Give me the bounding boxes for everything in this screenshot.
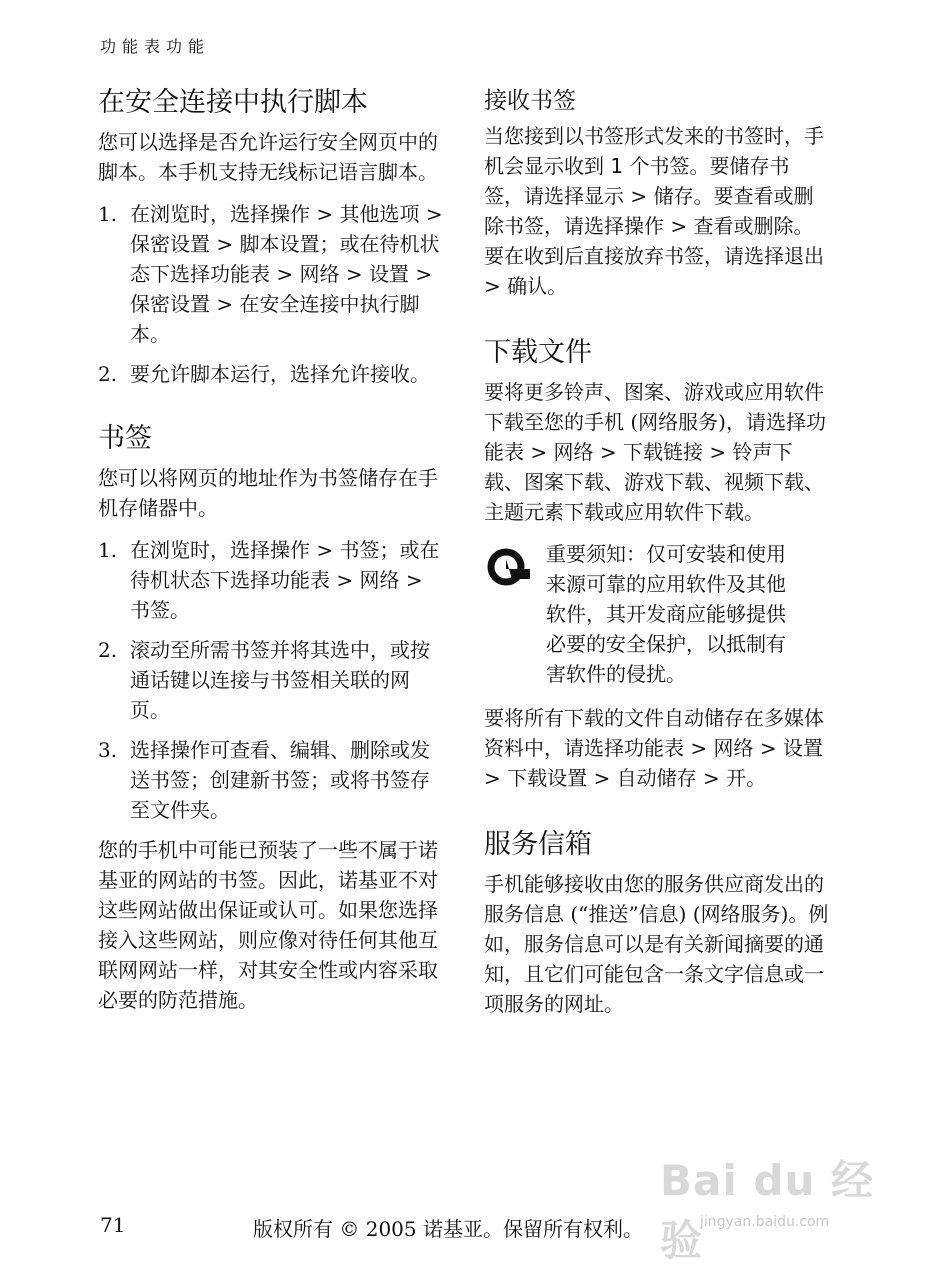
text-run: > — [210, 292, 240, 316]
text-run: > — [684, 736, 714, 760]
text-run: 。要查看或删除书签，请选择 — [484, 184, 814, 238]
menu-path-term: 确认 — [507, 274, 548, 298]
text-run: 。 — [410, 362, 430, 386]
menu-path-term: 铃声下载 — [484, 440, 793, 494]
text-run: 滚动至所需书签并将其选中，或按通话键以连接与书签相关联的网页。 — [130, 638, 430, 722]
text-run: 。 — [170, 598, 190, 622]
menu-path-term: 网络 — [553, 440, 594, 464]
text-run: > — [524, 440, 554, 464]
text-run: > — [664, 214, 694, 238]
menu-path-term: 允许接收 — [330, 362, 410, 386]
menu-path-term: 图案下载 — [524, 470, 604, 494]
section-para-downloads — [484, 377, 829, 527]
list-item — [98, 199, 443, 349]
text-run: > — [399, 568, 423, 592]
text-run: 。要在收到后直接放弃书签，请选择 — [484, 214, 814, 268]
section-title-downloads: 下载文件 — [484, 337, 592, 368]
text-run: 、 — [704, 470, 724, 494]
menu-path-term: 功能表 — [624, 736, 684, 760]
list-item-number: 1. — [98, 202, 118, 226]
menu-path-term: 网络 — [299, 262, 340, 286]
text-run: > — [484, 274, 508, 298]
text-run: 选择 — [130, 738, 170, 762]
text-run: > — [270, 262, 300, 286]
text-run: > — [484, 766, 508, 790]
menu-path-term: 保密设置 — [130, 292, 210, 316]
important-note — [484, 539, 829, 689]
text-run: 要将所有下载的文件自动储存在 — [484, 706, 764, 730]
section-para-service-inbox: 手机能够接收由您的服务供应商发出的服务信息 (“推送”信息) (网络服务)。例如，服务信息可以是有关新闻摘要的通知，且它们可能包含一条文字信息或一项服务的网址。 — [484, 872, 829, 1016]
text-run: > — [753, 736, 783, 760]
text-run: 。 — [746, 766, 767, 790]
text-run: > — [593, 440, 623, 464]
text-run: 中，请选择 — [524, 736, 624, 760]
text-run: 、 — [804, 470, 824, 494]
text-run: > — [408, 262, 433, 286]
text-run: 、 — [504, 470, 524, 494]
menu-path-term: 操作 — [170, 738, 210, 762]
menu-path-term: 收到 1 个书签 — [564, 154, 690, 178]
menu-path-term: 下载设置 — [507, 766, 588, 790]
menu-path-term: 开 — [726, 766, 747, 790]
watermark-logo: Bai du 经验 — [660, 1156, 874, 1265]
menu-path-term: 功能表 — [484, 410, 826, 464]
menu-path-term: 显示 — [584, 184, 624, 208]
text-run: 。 — [744, 500, 764, 524]
list-bookmark-steps — [98, 535, 443, 825]
copyright-notice: 版权所有 © 2005 诺基亚。保留所有权利。 — [253, 1217, 643, 1241]
text-run: > — [210, 232, 240, 256]
text-run: 或 — [604, 500, 624, 524]
menu-path-term: 保密设置 — [130, 232, 210, 256]
text-run: 可查看、编辑、删除或发送书签；创建新书签；或将书签存至文件夹。 — [130, 738, 430, 822]
menu-path-term: 操作 — [624, 214, 664, 238]
menu-path-term: 下载链接 — [622, 440, 703, 464]
text-run: 仅可安装和使用来源可靠的应用软件及其他软件，其开发商应能够提供必要的安全保护，以抵制有害软件的侵扰。 — [546, 542, 786, 686]
text-run: 要将更多铃声、图案、游戏或应用软件下载至您的手机 (网络服务)，请选择 — [484, 380, 824, 434]
menu-path-term: 其他选项 — [339, 202, 420, 226]
text-run: > — [696, 766, 727, 790]
list-script-steps — [98, 199, 443, 389]
list-item-number: 2. — [98, 362, 118, 386]
text-run: 在浏览时，选择 — [130, 538, 270, 562]
list-item — [98, 535, 443, 625]
text-run: 、 — [604, 470, 624, 494]
menu-path-term: 网络 — [713, 736, 754, 760]
list-item-number: 2. — [98, 638, 118, 662]
section-para-bookmarks-note: 您的手机中可能已预装了一些不属于诺基亚的网站的书签。因此，诺基亚不对这些网站做出保证或认可。如果您选择接入这些网站，则应像对待任何其他互联网网站一样，对其安全性或内容采取必要的防范措施。 — [98, 838, 438, 1012]
menu-path-term: 书签 — [339, 538, 380, 562]
text-run: > — [339, 262, 369, 286]
text-run: ；或在待机状态下选择 — [130, 232, 440, 286]
important-note-icon — [484, 539, 546, 689]
menu-path-term: 网络 — [359, 568, 400, 592]
text-run: 当您接到以书签形式发来的书签时，手机会显示 — [484, 124, 824, 178]
page-number: 71 — [100, 1213, 126, 1237]
text-run: > — [587, 766, 617, 790]
section-title-receive-bookmarks: 接收书签 — [484, 88, 576, 114]
menu-path-term: 视频下载 — [724, 470, 804, 494]
text-run: > — [330, 568, 360, 592]
section-title-service-inbox: 服务信箱 — [484, 829, 592, 860]
section-para-script: 您可以选择是否允许运行安全网页中的脚本。本手机支持无线标记语言脚本。 — [98, 130, 438, 184]
list-item-number: 3. — [98, 738, 118, 762]
right-column — [484, 85, 829, 1031]
important-note-text — [546, 539, 796, 689]
watermark-url: jingyan.baidu.com — [700, 1214, 830, 1230]
menu-path-term: 主题元素下载 — [484, 500, 604, 524]
menu-path-term: 设置 — [368, 262, 409, 286]
text-run: ；或在待机状态下选择 — [130, 538, 440, 592]
menu-path-term: 应用软件下载 — [624, 500, 744, 524]
baidu-watermark — [660, 1138, 880, 1265]
menu-path-term: 重要须知： — [546, 542, 646, 566]
menu-path-term: 储存 — [653, 184, 694, 208]
menu-path-term: 退出 — [784, 244, 824, 268]
list-item-number: 1. — [98, 538, 118, 562]
menu-path-term: 设置 — [782, 736, 823, 760]
list-item — [98, 735, 443, 825]
section-para-receive-bookmarks — [484, 121, 829, 301]
text-run: 。 — [150, 322, 170, 346]
section-para-bookmarks: 您可以将网页的地址作为书签储存在手机存储器中。 — [98, 466, 438, 520]
text-run: > — [310, 202, 340, 226]
text-run: > — [310, 538, 340, 562]
menu-path-term: 查看或删除 — [693, 214, 794, 238]
section-title-script: 在安全连接中执行脚本 — [98, 87, 368, 118]
running-header: 功能表功能 — [100, 37, 211, 56]
section-title-bookmarks: 书签 — [98, 423, 152, 454]
menu-path-term: 书签 — [130, 598, 170, 622]
menu-path-term: 在安全连接中执行脚本 — [130, 292, 420, 346]
menu-path-term: 多媒体资料 — [484, 706, 824, 760]
list-item — [98, 359, 443, 389]
left-column — [98, 85, 443, 1027]
menu-path-term: 自动储存 — [616, 766, 697, 790]
text-run: 。 — [547, 274, 568, 298]
text-run: > — [419, 202, 443, 226]
menu-path-term: 操作 — [270, 202, 310, 226]
section-para-auto-save — [484, 703, 829, 793]
menu-path-term: 功能表 — [210, 262, 270, 286]
menu-path-term: 操作 — [270, 538, 310, 562]
menu-path-term: 脚本设置 — [239, 232, 320, 256]
text-run: > — [702, 440, 733, 464]
list-item — [98, 635, 443, 725]
menu-path-term: 功能表 — [270, 568, 330, 592]
menu-path-term: 游戏下载 — [624, 470, 704, 494]
text-run: 要允许脚本运行，选择 — [130, 362, 330, 386]
text-run: 。要储存书签，请选择 — [484, 154, 790, 208]
text-run: 在浏览时，选择 — [130, 202, 270, 226]
text-run: > — [624, 184, 654, 208]
